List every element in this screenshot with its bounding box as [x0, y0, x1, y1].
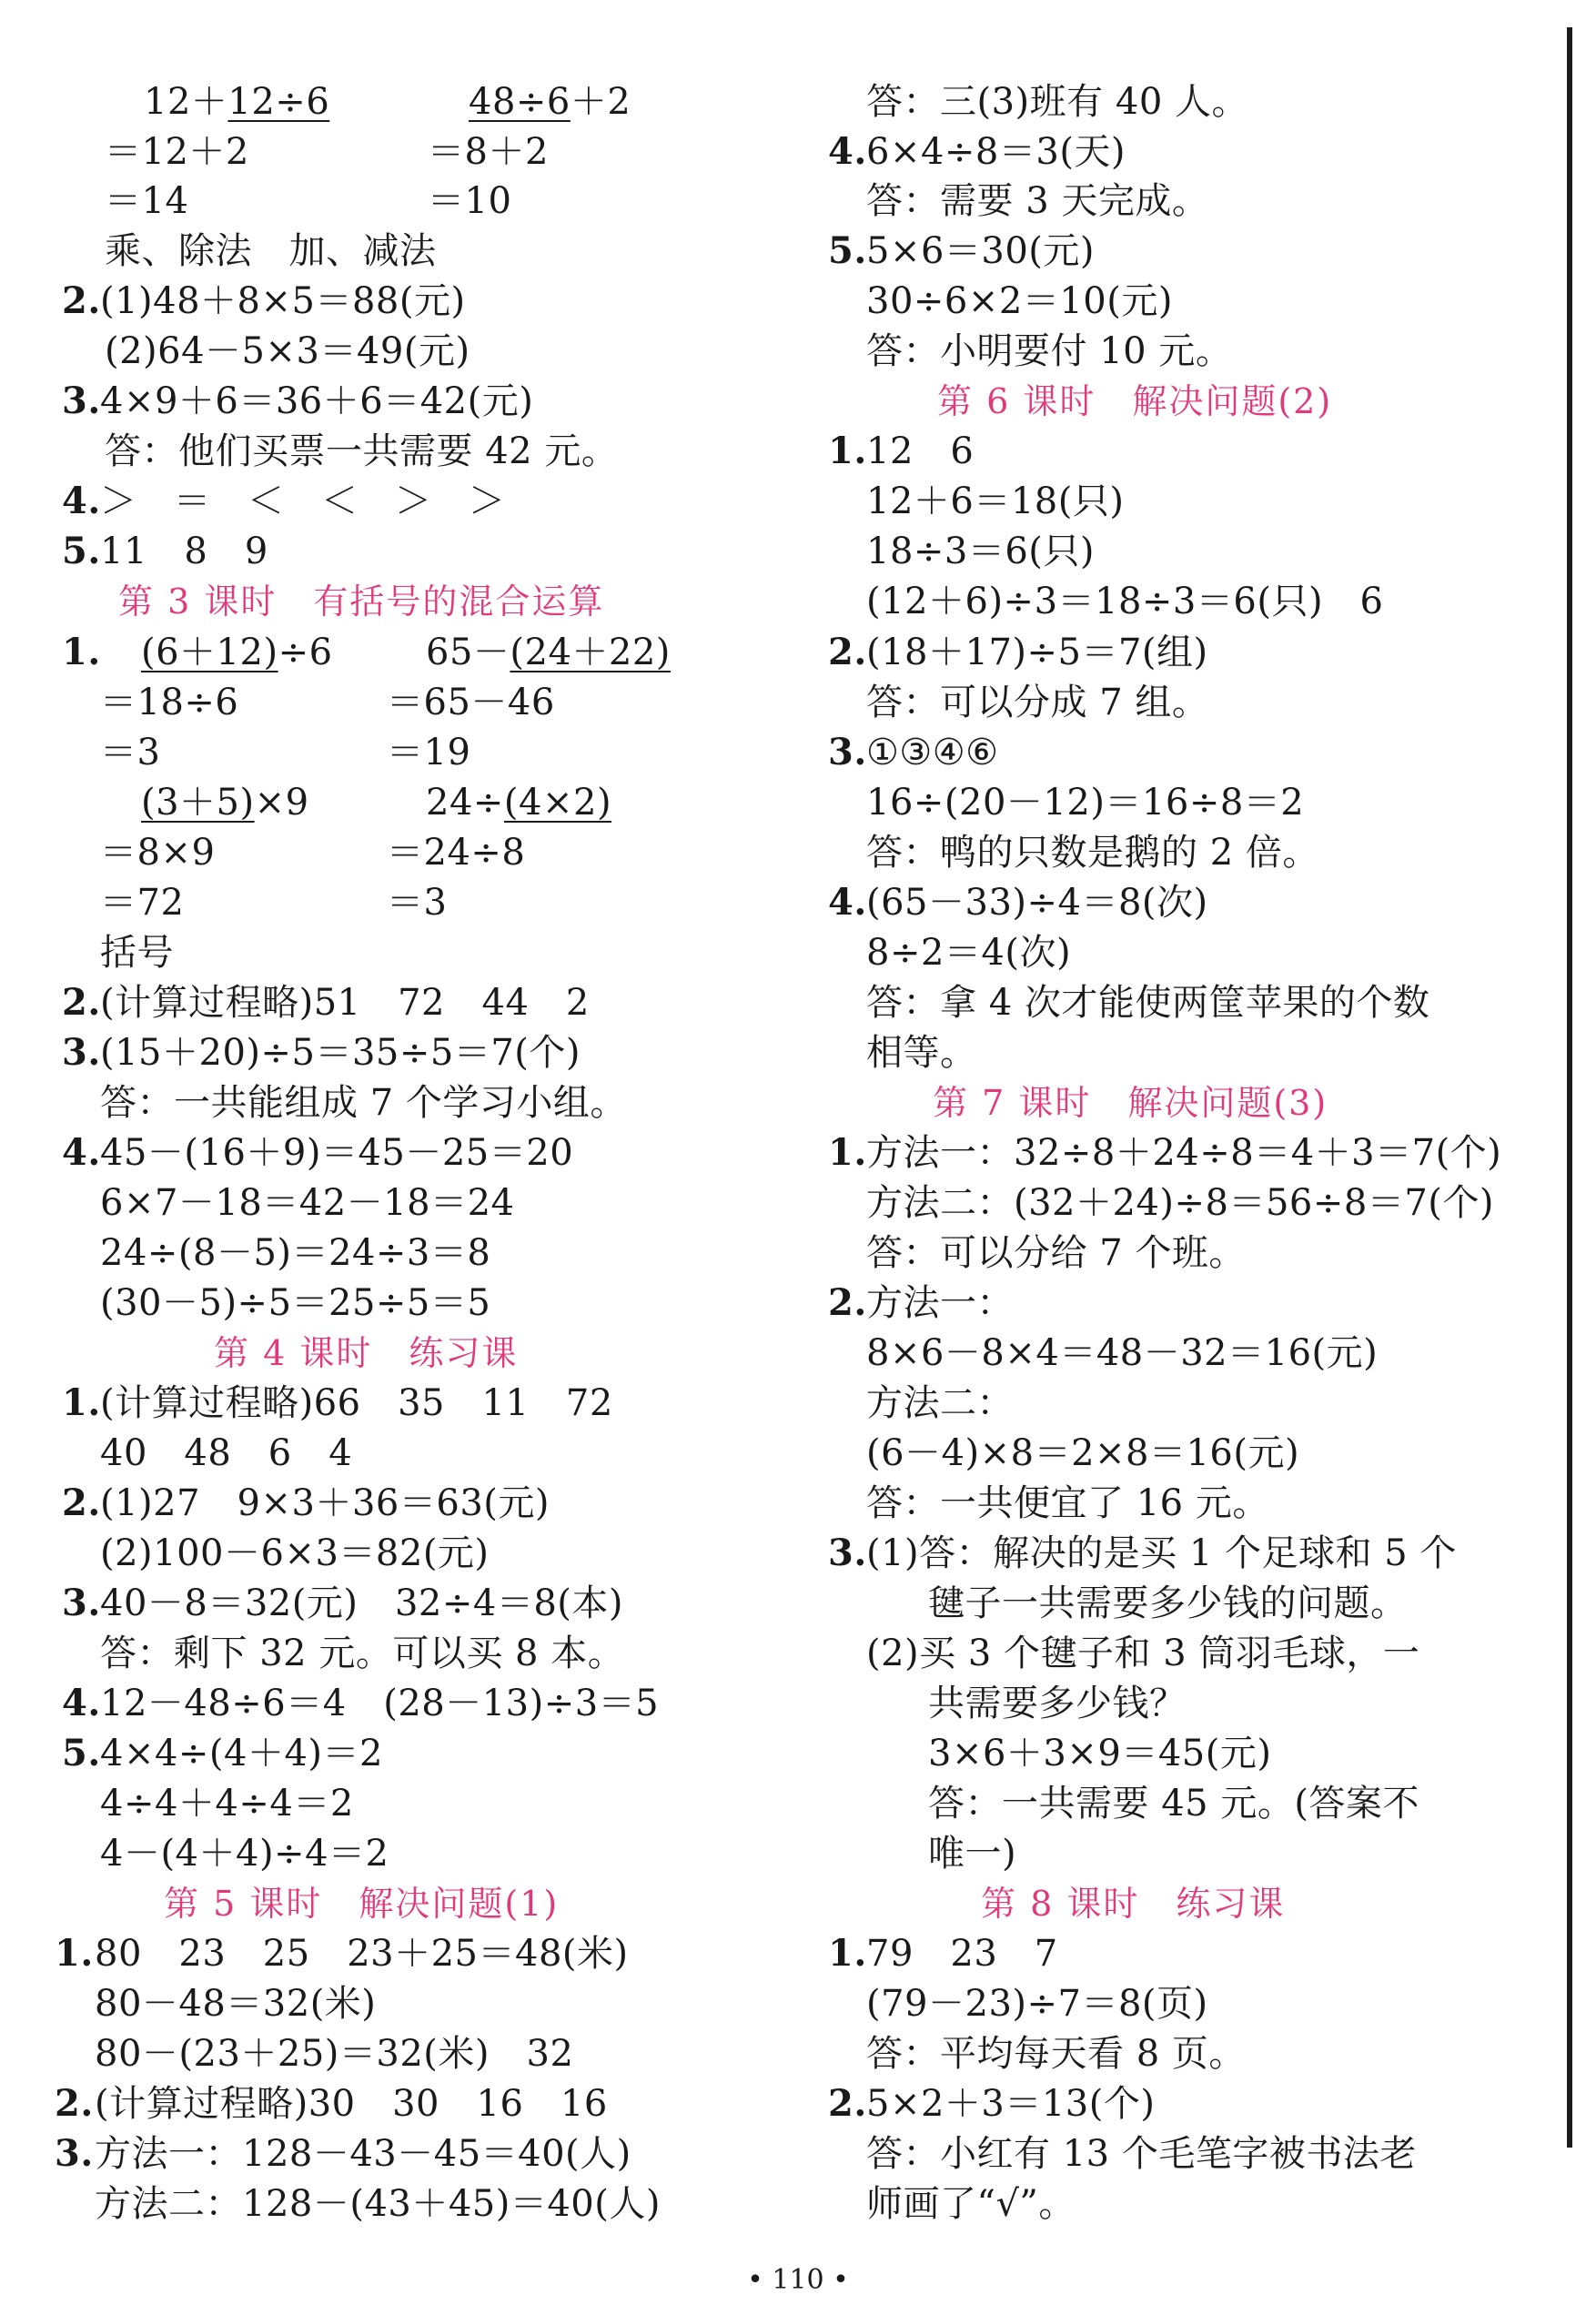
answer-line: 乘、除法 加、减法 — [105, 230, 437, 272]
answer-line: (计算过程略)30 30 16 16 — [95, 2083, 608, 2125]
answer-line: 答：鸭的只数是鹅的 2 倍。 — [866, 832, 1319, 874]
answer-line: ＝12＋2 — [105, 131, 249, 173]
question-number: 1. — [55, 1932, 94, 1975]
answer-line: 8×6－8×4＝48－32＝16(元) — [866, 1332, 1379, 1374]
answer-line: (79－23)÷7＝8(页) — [866, 1983, 1208, 2025]
answer-line: 80－(23＋25)＝32(米) 32 — [95, 2033, 574, 2075]
answer-line: 答：平均每天看 8 页。 — [866, 2033, 1246, 2075]
answer-line: 答：可以分成 7 组。 — [866, 682, 1209, 723]
answer-line: (2)买 3 个毽子和 3 筒羽毛球，一 — [866, 1633, 1420, 1674]
section-heading: 第 5 课时 解决问题(1) — [164, 1884, 560, 1924]
answer-line: ①③④⑥ — [866, 732, 999, 773]
answer-line: 40 48 6 4 — [100, 1432, 353, 1474]
answer-line: 共需要多少钱？ — [928, 1683, 1187, 1724]
answer-line: 方法一： — [866, 1282, 1014, 1324]
answer-line: ＝72 — [100, 882, 185, 924]
answer-line: ＝10 — [428, 180, 512, 222]
question-number: 2. — [62, 279, 101, 322]
answer-line: 3×6＋3×9＝45(元) — [928, 1733, 1272, 1774]
page-number: • 110 • — [747, 2264, 849, 2296]
answer-line: 答：小明要付 10 元。 — [866, 330, 1233, 372]
question-number: 1. — [828, 1131, 867, 1174]
answer-line: 括号 — [100, 932, 174, 974]
answer-line: 79 23 7 — [866, 1933, 1058, 1975]
answer-line: 唯一) — [928, 1833, 1017, 1875]
answer-line: 6×4÷8＝3(天) — [866, 131, 1126, 173]
answer-line: (1)27 9×3＋36＝63(元) — [100, 1482, 550, 1524]
answer-line: 4×9＋6＝36＋6＝42(元) — [100, 380, 534, 422]
answer-line: 相等。 — [866, 1032, 977, 1074]
question-number: 4. — [62, 1131, 101, 1174]
answer-line: (1)答：解决的是买 1 个足球和 5 个 — [866, 1532, 1457, 1574]
answer-line: (2)64－5×3＝49(元) — [105, 330, 470, 372]
question-number: 2. — [62, 981, 101, 1024]
question-number: 3. — [62, 1031, 101, 1074]
question-number: 2. — [828, 2082, 867, 2125]
answer-line: 11 8 9 — [100, 531, 268, 572]
answer-line: 答：拿 4 次才能使两筐苹果的个数 — [866, 982, 1430, 1024]
answer-line: 答：需要 3 天完成。 — [866, 180, 1209, 222]
question-number: 2. — [62, 1481, 101, 1524]
question-number: 2. — [55, 2082, 94, 2125]
answer-line: 5×2＋3＝13(个) — [866, 2083, 1156, 2125]
answer-line: (1)48＋8×5＝88(元) — [100, 280, 466, 322]
answer-line: (2)100－6×3＝82(元) — [100, 1532, 490, 1574]
answer-line: 12－48÷6＝4 (28－13)÷3＝5 — [100, 1683, 660, 1724]
question-number: 3. — [55, 2132, 94, 2175]
question-number: 5. — [62, 530, 101, 572]
answer-line: 12＋12÷6 — [144, 81, 330, 123]
answer-line: ＝3 — [100, 732, 161, 773]
question-number: 1. — [62, 631, 101, 673]
question-number: 1. — [828, 430, 867, 472]
answer-line: (65－33)÷4＝8(次) — [866, 882, 1208, 924]
answer-line: (18＋17)÷5＝7(组) — [866, 632, 1208, 673]
answer-line: 方法二： — [866, 1382, 1014, 1424]
answer-line: 12＋6＝18(只) — [866, 480, 1125, 522]
answer-line: (12＋6)÷3＝18÷3＝6(只) 6 — [866, 581, 1384, 622]
answer-line: 24÷(8－5)＝24÷3＝8 — [100, 1232, 491, 1274]
answer-line: 答：可以分给 7 个班。 — [866, 1232, 1246, 1274]
question-number: 3. — [62, 1582, 101, 1624]
answer-line: 18÷3＝6(只) — [866, 531, 1096, 572]
answer-line: ＞ ＝ ＜ ＜ ＞ ＞ — [100, 480, 506, 522]
section-heading: 第 3 课时 有括号的混合运算 — [118, 581, 605, 622]
answer-line: 6×7－18＝42－18＝24 — [100, 1182, 515, 1224]
answer-line: 80 23 25 23＋25＝48(米) — [95, 1933, 629, 1975]
answer-line: ＝65－46 — [387, 682, 555, 723]
question-number: 2. — [828, 631, 867, 673]
answer-line: 4÷4＋4÷4＝2 — [100, 1783, 354, 1825]
answer-line: ＝8＋2 — [428, 131, 549, 173]
answer-line: 4×4÷(4＋4)＝2 — [100, 1733, 383, 1774]
answer-line: 答：一共需要 45 元。(答案不 — [928, 1783, 1419, 1825]
answer-line: 12 6 — [866, 430, 975, 472]
question-number: 3. — [828, 1532, 867, 1574]
answer-line: (计算过程略)66 35 11 72 — [100, 1382, 613, 1424]
answer-line: 答：小红有 13 个毛笔字被书法老 — [866, 2133, 1417, 2175]
section-heading: 第 8 课时 练习课 — [981, 1884, 1286, 1924]
question-number: 2. — [828, 1281, 867, 1324]
answer-line: 方法二：128－(43＋45)＝40(人) — [95, 2183, 661, 2225]
answer-line: 方法二：(32＋24)÷8＝56÷8＝7(个) — [866, 1182, 1494, 1224]
answer-line: ＝18÷6 — [100, 682, 239, 723]
answer-line: (6－4)×8＝2×8＝16(元) — [866, 1432, 1300, 1474]
answer-line: 师画了“√”。 — [866, 2183, 1076, 2225]
section-heading: 第 6 课时 解决问题(2) — [937, 381, 1333, 421]
answer-line: 30÷6×2＝10(元) — [866, 280, 1173, 322]
answer-line: 40－8＝32(元) 32÷4＝8(本) — [100, 1582, 623, 1624]
answer-line: ＝14 — [105, 180, 189, 222]
answer-line: ＝3 — [387, 882, 448, 924]
answer-line: 45－(16＋9)＝45－25＝20 — [100, 1132, 574, 1174]
question-number: 3. — [828, 731, 867, 773]
question-number: 5. — [828, 229, 867, 272]
section-heading: 第 7 课时 解决问题(3) — [933, 1083, 1328, 1123]
answer-line: 48÷6＋2 — [469, 81, 631, 123]
question-number: 1. — [62, 1381, 101, 1424]
answer-line: (计算过程略)51 72 44 2 — [100, 982, 590, 1024]
answer-line: 65－(24＋22) — [426, 632, 671, 673]
answer-line: 答：三(3)班有 40 人。 — [866, 81, 1248, 123]
answer-line: 答：他们买票一共需要 42 元。 — [105, 430, 619, 472]
page-edge-bar — [1567, 27, 1572, 2148]
question-number: 4. — [62, 480, 101, 522]
answer-line: 答：剩下 32 元。可以买 8 本。 — [100, 1633, 625, 1674]
answer-line: 24÷(4×2) — [426, 782, 612, 824]
answer-line: 4－(4＋4)÷4＝2 — [100, 1833, 389, 1875]
answer-line: (3＋5)×9 — [141, 782, 309, 824]
question-number: 4. — [62, 1682, 101, 1724]
answer-line: 答：一共便宜了 16 元。 — [866, 1482, 1269, 1524]
answer-line: ＝24÷8 — [387, 832, 526, 874]
answer-line: (15＋20)÷5＝35÷5＝7(个) — [100, 1032, 581, 1074]
answer-line: ＝8×9 — [100, 832, 216, 874]
answer-line: 方法一：32÷8＋24÷8＝4＋3＝7(个) — [866, 1132, 1502, 1174]
question-number: 5. — [62, 1732, 101, 1774]
question-number: 1. — [828, 1932, 867, 1975]
answer-line: ＝19 — [387, 732, 471, 773]
question-number: 4. — [828, 881, 867, 924]
question-number: 4. — [828, 130, 867, 173]
answer-line: 16÷(20－12)＝16÷8＝2 — [866, 782, 1305, 824]
answer-line: 5×6＝30(元) — [866, 230, 1096, 272]
answer-line: 方法一：128－43－45＝40(人) — [95, 2133, 631, 2175]
answer-line: (30－5)÷5＝25÷5＝5 — [100, 1282, 491, 1324]
answer-line: (6＋12)÷6 — [141, 632, 333, 673]
answer-line: 8÷2＝4(次) — [866, 932, 1072, 974]
section-heading: 第 4 课时 练习课 — [214, 1333, 519, 1373]
answer-line: 80－48＝32(米) — [95, 1983, 377, 2025]
answer-line: 答：一共能组成 7 个学习小组。 — [100, 1082, 627, 1124]
question-number: 3. — [62, 379, 101, 422]
answer-line: 毽子一共需要多少钱的问题。 — [928, 1582, 1408, 1624]
